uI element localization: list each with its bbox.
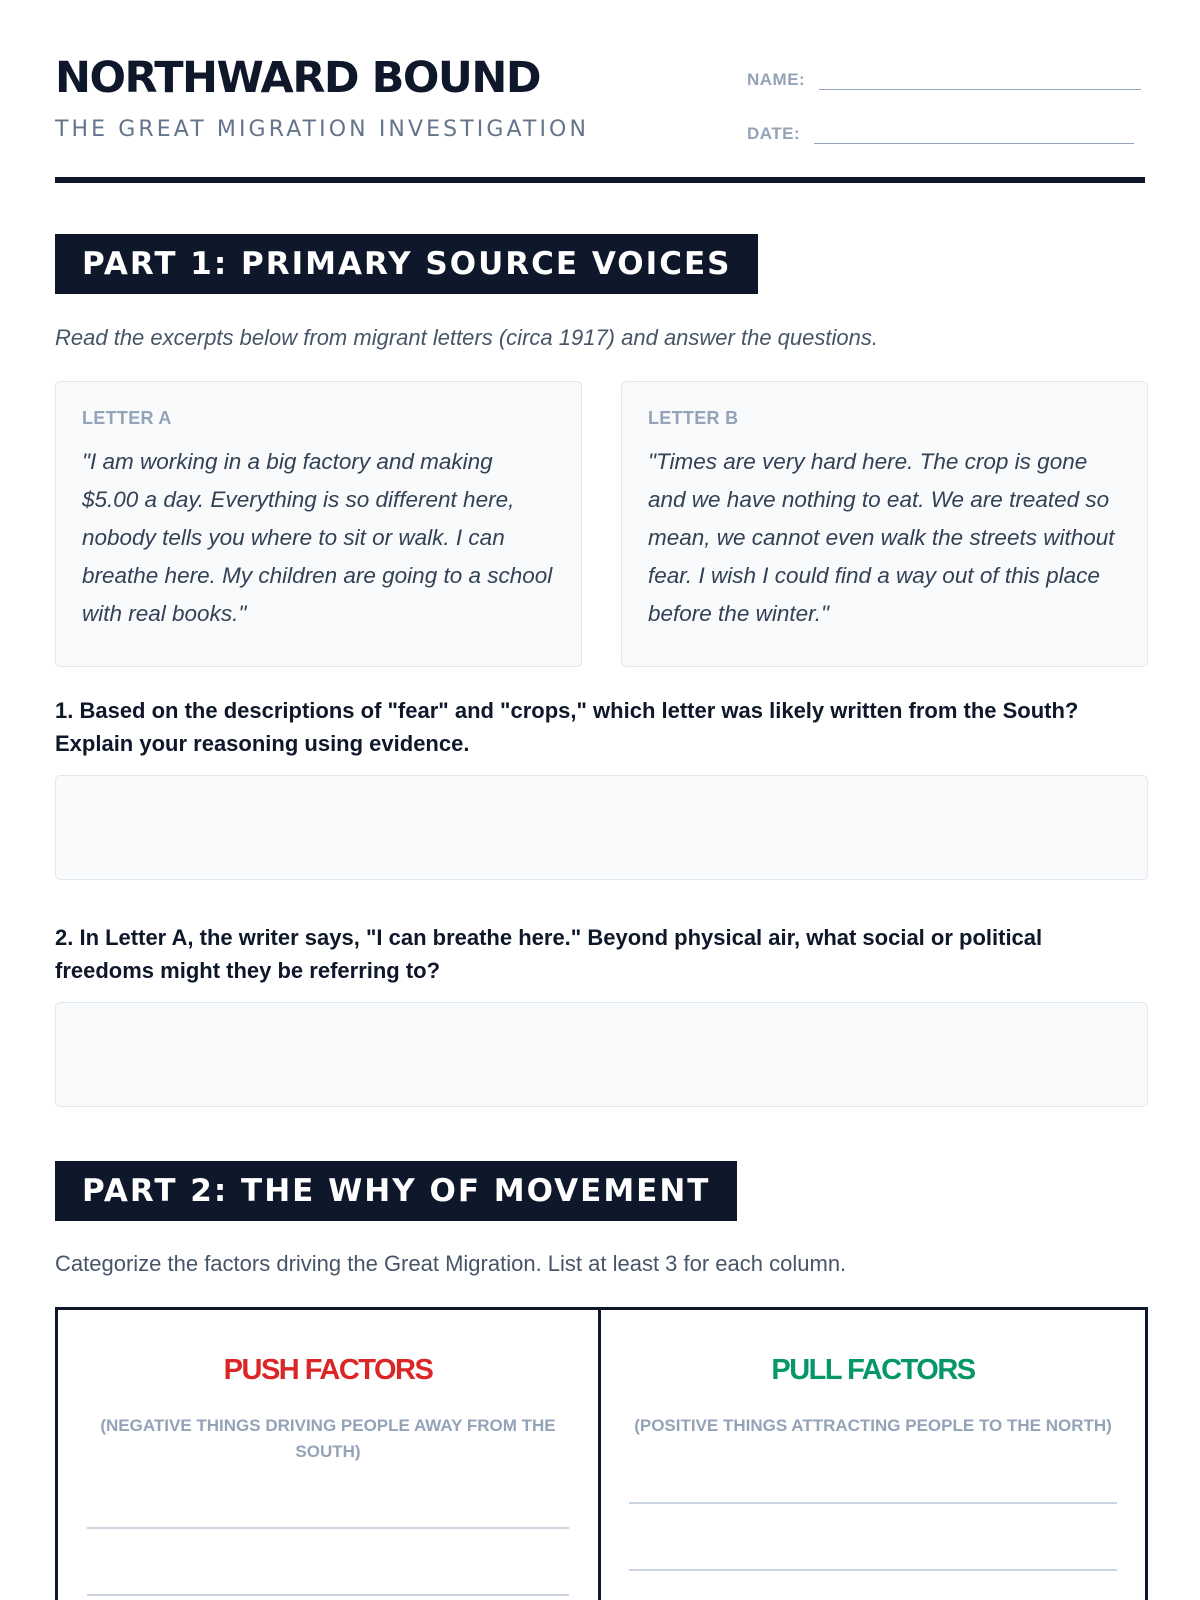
date-label: DATE:: [747, 124, 801, 143]
letter-a-text: "I am working in a big factory and making $5.00 a day. Everything is so different here, nobody tells you where to sit or walk. I can breathe here. My children are going to a school with real books.": [82, 449, 553, 626]
pull-factors-column: [601, 1310, 1145, 1600]
letter-a-card: [55, 381, 582, 667]
push-factors-subtitle: (NEGATIVE THINGS DRIVING PEOPLE AWAY FROM THE SOUTH): [100, 1416, 556, 1461]
date-input-line[interactable]: [814, 114, 1134, 144]
page-subtitle: THE GREAT MIGRATION INVESTIGATION: [55, 117, 590, 142]
push-factors-title: PUSH FACTORS: [223, 1354, 433, 1386]
letter-b-text: "Times are very hard here. The crop is gone and we have nothing to eat. We are treated so mean, we cannot even walk the streets without fear. I wish I could find a way out of this place before the winter.": [648, 449, 1115, 626]
letter-b-card: [621, 381, 1148, 667]
answer-box-1[interactable]: [55, 775, 1148, 880]
push-answer-line[interactable]: [87, 1594, 569, 1596]
pull-answer-line[interactable]: [629, 1502, 1117, 1504]
part2-heading: PART 2: THE WHY OF MOVEMENT: [55, 1161, 737, 1221]
part2-instructions: Categorize the factors driving the Great Migration. List at least 3 for each column.: [55, 1251, 847, 1276]
name-field: [747, 60, 1141, 90]
pull-answer-line[interactable]: [629, 1569, 1117, 1571]
name-label: NAME:: [747, 70, 806, 89]
part1-instructions: Read the excerpts below from migrant letters (circa 1917) and answer the questions.: [55, 325, 878, 350]
pull-factors-subtitle: (POSITIVE THINGS ATTRACTING PEOPLE TO THE NORTH): [634, 1416, 1112, 1435]
question-2: 2. In Letter A, the writer says, "I can breathe here." Beyond physical air, what social or political freedoms might they be referring to?: [55, 925, 1043, 983]
name-input-line[interactable]: [819, 60, 1141, 90]
header: [55, 0, 1145, 183]
page-title: NORTHWARD BOUND: [55, 53, 541, 103]
factors-table: [55, 1307, 1148, 1600]
pull-factors-title: PULL FACTORS: [771, 1354, 975, 1386]
question-1: 1. Based on the descriptions of "fear" and "crops," which letter was likely written from the South? Explain your reasoning using evidence.: [55, 698, 1079, 756]
push-factors-column: [58, 1310, 601, 1600]
letter-b-label: LETTER B: [648, 408, 739, 428]
date-field: [747, 114, 1134, 144]
letter-a-label: LETTER A: [82, 408, 172, 428]
part1-heading: PART 1: PRIMARY SOURCE VOICES: [55, 234, 758, 294]
answer-box-2[interactable]: [55, 1002, 1148, 1107]
push-answer-line[interactable]: [87, 1527, 569, 1529]
